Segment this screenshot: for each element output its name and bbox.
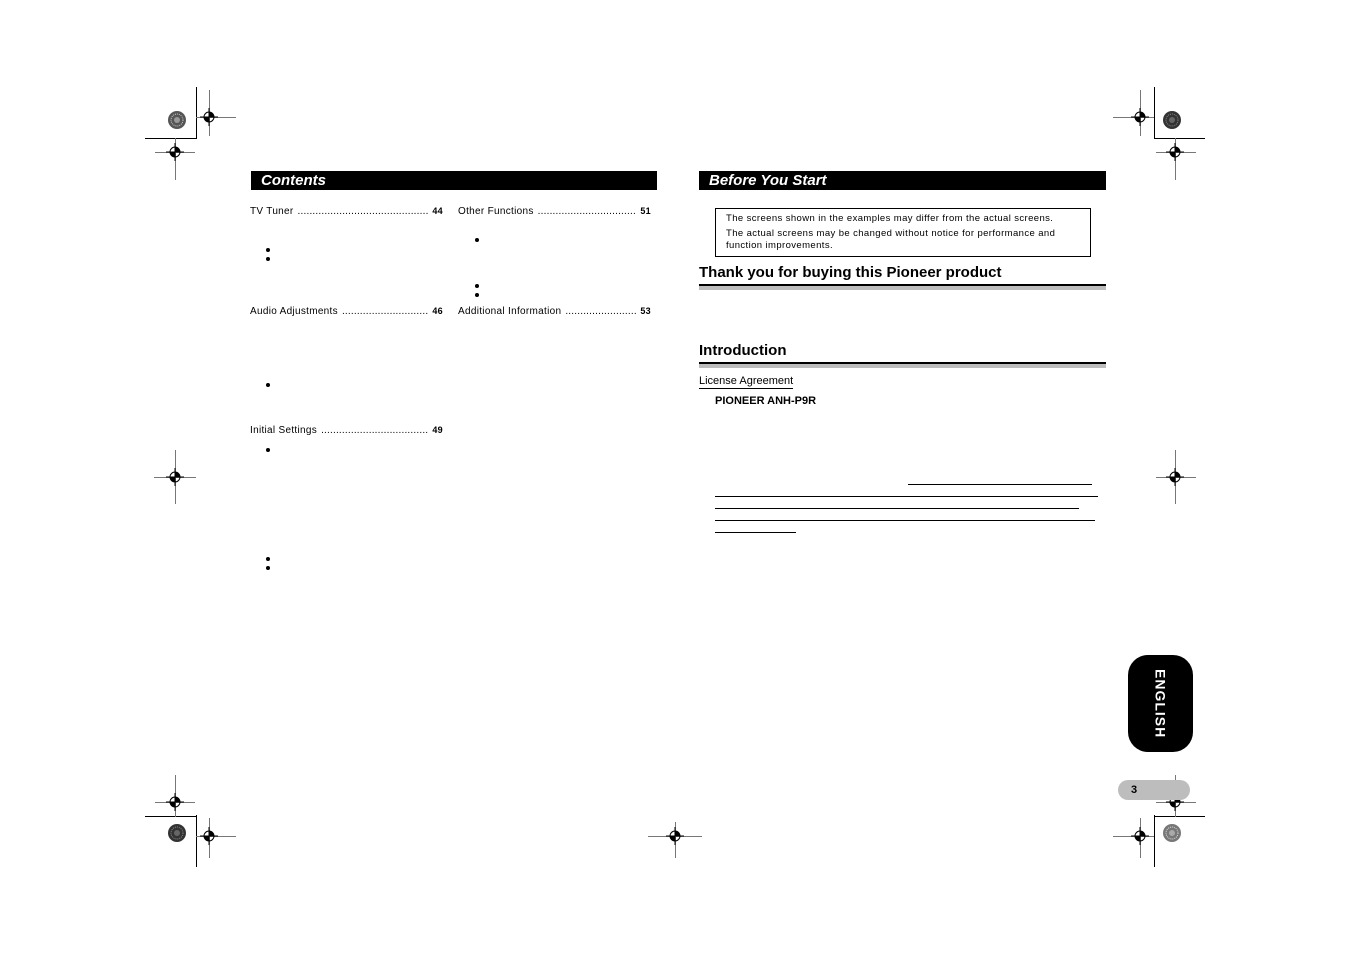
language-tab[interactable] [1128,655,1193,752]
heading-rule-grey [699,364,1106,368]
registration-target-icon [166,468,184,486]
bullet [266,248,270,252]
registration-target-icon [166,143,184,161]
toc-page: 44 [432,206,443,216]
registration-target-icon [200,827,218,845]
text-underline [715,508,1079,509]
toc-page: 53 [640,306,651,316]
toc-page: 51 [640,206,651,216]
text-underline [908,484,1092,485]
text-underline [715,532,796,533]
crop-mark [1154,87,1155,139]
bullet [266,557,270,561]
toc-entry-other-functions[interactable] [458,206,651,217]
crop-mark [1154,138,1205,139]
toc-label: Additional Information [458,306,562,317]
registration-target-icon [166,793,184,811]
toc-entry-additional-information[interactable] [458,306,651,317]
toc-leader [342,306,428,317]
crop-mark [1154,815,1155,867]
thank-you-heading: Thank you for buying this Pioneer product [699,264,1002,281]
crop-mark [196,87,197,139]
bullet [475,238,479,242]
color-rosette-icon [167,823,187,843]
toc-label: Initial Settings [250,425,318,436]
license-agreement-heading: License Agreement [699,375,794,387]
notice-line: The actual screens may be changed without notice for performance and function improvements. [726,228,1056,251]
registration-target-icon [200,108,218,126]
page-number: 3 [1118,780,1190,800]
notice-line: The screens shown in the examples may differ from the actual screens. [726,213,1054,224]
toc-label: Audio Adjustments [250,306,338,317]
before-you-start-header: Before You Start [699,171,1106,190]
model-name: PIONEER ANH-P9R [715,395,817,407]
bullet [266,383,270,387]
toc-leader [565,306,636,317]
bullet [266,566,270,570]
bullet [266,448,270,452]
registration-target-icon [1166,143,1184,161]
registration-target-icon [1131,108,1149,126]
toc-label: TV Tuner [250,206,294,217]
notice-box [715,208,1091,257]
registration-target-icon [1166,468,1184,486]
heading-rule-grey [699,286,1106,290]
crop-mark [145,138,196,139]
color-rosette-icon [167,110,187,130]
crop-mark [145,816,196,817]
crop-mark [196,815,197,867]
bullet [475,293,479,297]
introduction-heading: Introduction [699,342,787,359]
contents-header: Contents [251,171,657,190]
toc-leader [298,206,429,217]
toc-entry-initial-settings[interactable] [250,425,443,436]
bullet [475,284,479,288]
toc-entry-tv-tuner[interactable] [250,206,443,217]
color-rosette-icon [1162,823,1182,843]
registration-target-icon [666,827,684,845]
crop-mark [1154,816,1205,817]
toc-leader [321,425,428,436]
toc-entry-audio-adjustments[interactable] [250,306,443,317]
toc-page: 46 [432,306,443,316]
toc-page: 49 [432,425,443,435]
toc-leader [538,206,637,217]
language-tab-label: ENGLISH [1152,668,1169,739]
text-underline [715,520,1095,521]
text-underline [715,496,1098,497]
bullet [266,257,270,261]
toc-label: Other Functions [458,206,534,217]
color-rosette-icon [1162,110,1182,130]
registration-target-icon [1131,827,1149,845]
